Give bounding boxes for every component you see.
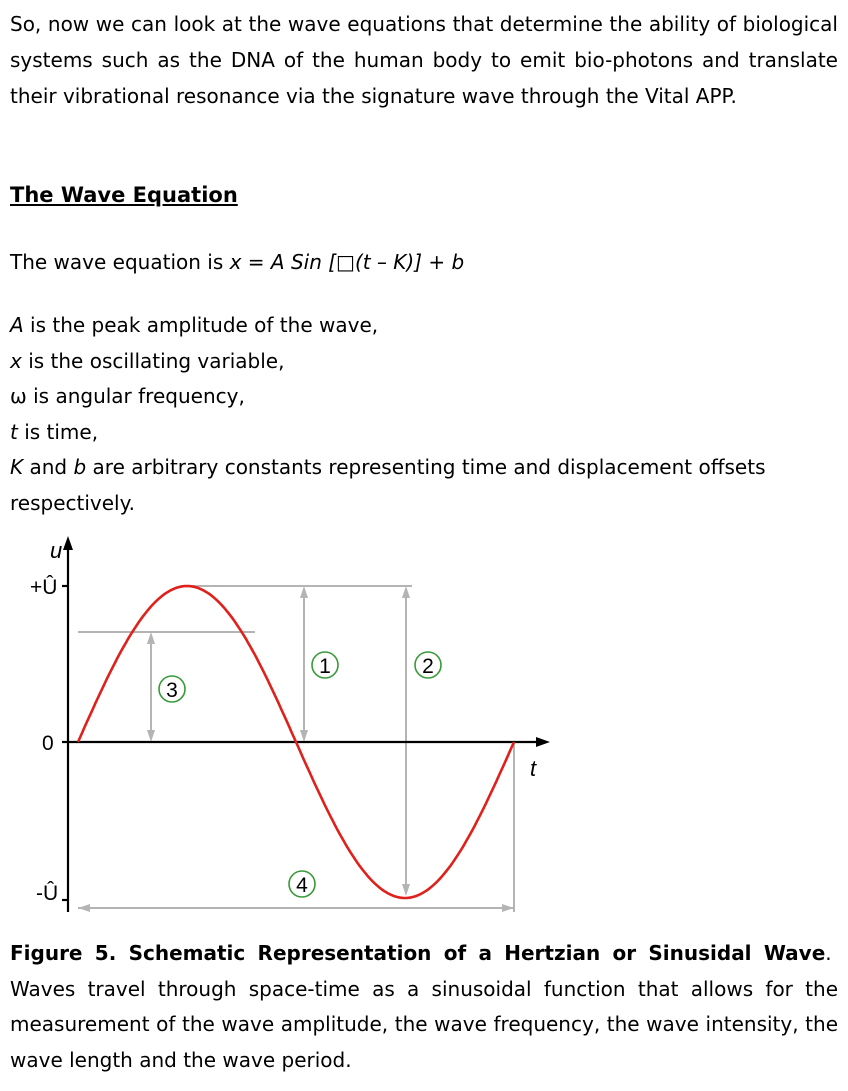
svg-text:2: 2 <box>422 655 434 678</box>
equation-formula: x = A Sin [□(t – K)] + b <box>229 250 465 274</box>
intro-paragraph: So, now we can look at the wave equations that determine the ability of biological systems such as the DNA of the human body to emit bio-photons and translate their vibrational resonance via the signature wave through the Vital APP. <box>10 12 838 108</box>
definition-time: t is time, <box>10 419 99 444</box>
definitions-list <box>10 308 840 521</box>
tick-label-plus-amplitude: +Û <box>30 576 58 599</box>
axes <box>62 544 540 912</box>
y-axis-label: u <box>50 538 63 563</box>
figure-caption <box>10 936 838 1078</box>
definition-angular-frequency: ω is angular frequency, <box>10 384 245 408</box>
tick-label-zero: 0 <box>42 732 54 755</box>
x-axis-label: t <box>530 756 537 781</box>
y-axis-arrowhead <box>63 536 73 550</box>
arrow-heads <box>78 586 514 912</box>
svg-text:3: 3 <box>166 679 178 702</box>
wave-equation-line <box>10 250 464 274</box>
caption-title: Figure 5. Schematic Representation of a Hertzian or Sinusidal Wave <box>10 941 826 965</box>
svg-text:4: 4 <box>296 874 308 897</box>
guide-lines <box>78 586 514 912</box>
tick-label-minus-amplitude: -Û <box>36 882 59 905</box>
marker-2 <box>415 652 441 678</box>
marker-4 <box>289 871 315 897</box>
caption-body: Waves travel through space-time as a sinusoidal function that allows for the measurement of the wave amplitude, the wave frequency, the wave intensity, the wave length and the wave period. <box>10 976 838 1072</box>
definition-constants: K and b are arbitrary constants representing time and displacement offsets respectively. <box>10 455 766 515</box>
caption-period: . <box>825 941 832 965</box>
marker-1 <box>312 652 338 678</box>
equation-prefix: The wave equation is <box>10 250 230 274</box>
definition-amplitude: A is the peak amplitude of the wave, <box>10 313 379 337</box>
svg-text:1: 1 <box>319 655 331 678</box>
sinusoidal-wave-figure <box>0 528 560 920</box>
definition-oscillating-variable: x is the oscillating variable, <box>10 348 285 373</box>
marker-3 <box>159 676 185 702</box>
section-heading: The Wave Equation <box>10 183 238 207</box>
x-axis-arrowhead <box>536 737 550 747</box>
